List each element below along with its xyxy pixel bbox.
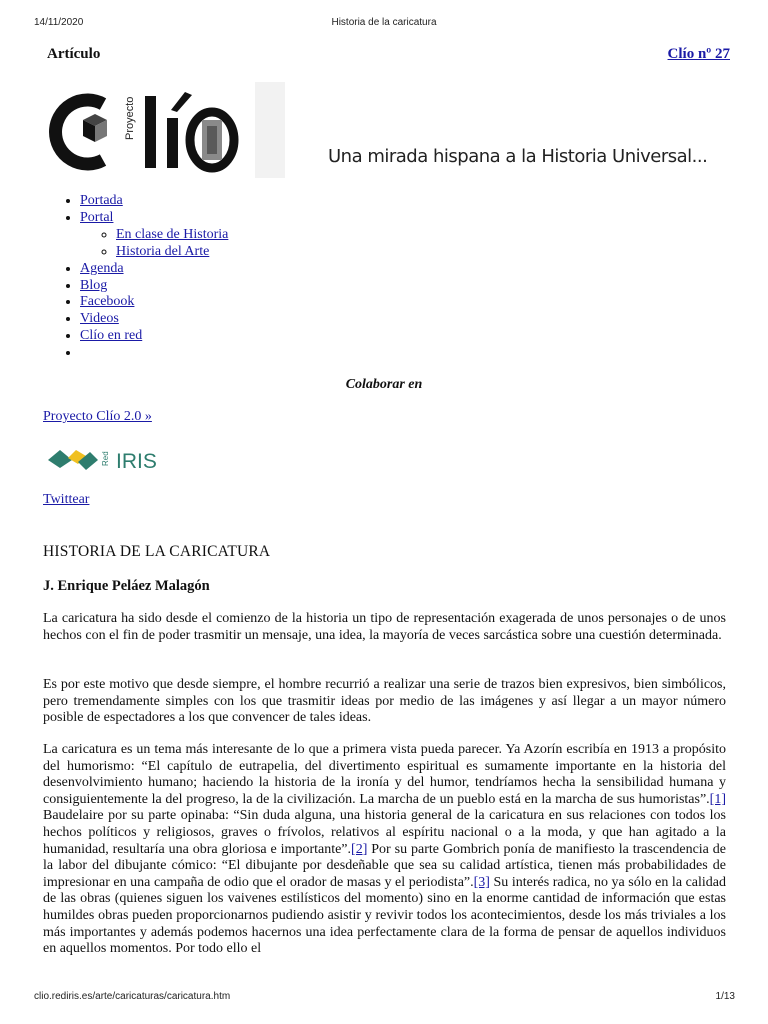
rediris-wave-icon bbox=[48, 450, 98, 470]
rediris-small-text: Red bbox=[101, 451, 110, 466]
paragraph-3-text-b: Baudelaire por su parte opinaba: “Sin duda alguna, una historia general de la caricatura en sus relaciones con todos los hechos políticos y religiosos, graves o frívolos, relativos al espíritu nacional o a la moda, y que han agitado a la humanidad, resultaría una obra gloriosa e importante”. bbox=[43, 808, 726, 857]
nav-subitem-historia-arte bbox=[116, 244, 228, 261]
print-url: clio.rediris.es/arte/caricaturas/caricatura.htm bbox=[34, 991, 231, 1002]
nav-link-blog[interactable]: Blog bbox=[80, 277, 108, 293]
cube-icon bbox=[83, 114, 107, 142]
logo-letter-i bbox=[167, 118, 178, 168]
clio-logo[interactable] bbox=[55, 82, 285, 178]
paragraph-3-text-d: Su interés radica, no ya sólo en la calidad de las obras (quienes siguen los vaivenes estilísticos del momento) sino en la enorme cantidad de información que estas humildes obras pueden proporcionarnos pudiendo asistir y revivir todos los acontecimientos, desde los más triviales a los más importantes y además podemos hacernos una idea perfectamente clara de la forma de pensar de aquellos individuos en aquellos momentos. Por todo ello el bbox=[43, 874, 727, 957]
rediris-graphic bbox=[46, 442, 157, 474]
nav-item-clio-en-red bbox=[80, 328, 228, 345]
nav-link-agenda[interactable]: Agenda bbox=[80, 260, 124, 276]
nav-item-videos bbox=[80, 311, 228, 328]
article-paragraph-3 bbox=[43, 742, 726, 958]
footnote-link-2[interactable]: [2] bbox=[351, 841, 368, 857]
nav-item-portada bbox=[80, 193, 228, 210]
paragraph-3-text-a: La caricatura es un tema más interesante de lo que a primera vista pueda parecer. Ya Azorín escribía en 1913 a propósito del humorismo: “El capítulo de eutrapelia, del divertimento espiritual es sumamente importante en la historia del desenvolvimiento humano; haciendo la historia de la ironía y del humor, tendríamos hecha la sensibilidad humana y consiguientemente la del progreso, la de la civilización. La marcha de un pueblo está en la marcha de sus humoristas”. bbox=[43, 742, 726, 807]
section-label: Artículo bbox=[47, 46, 101, 62]
proyecto-clio-link[interactable]: Proyecto Clío 2.0 » bbox=[43, 409, 152, 424]
page-number: 1/13 bbox=[715, 991, 735, 1002]
issue-link[interactable]: Clío nº 27 bbox=[667, 46, 730, 62]
logo-accent bbox=[171, 92, 192, 112]
nav-item-blog bbox=[80, 278, 228, 295]
logo-bg-strip bbox=[255, 82, 285, 178]
nav-item-facebook bbox=[80, 294, 228, 311]
twitter-share-link[interactable]: Twittear bbox=[43, 492, 90, 507]
rediris-logo[interactable] bbox=[46, 442, 157, 474]
nav-link-historia-arte[interactable]: Historia del Arte bbox=[116, 243, 210, 259]
nav-item-agenda bbox=[80, 261, 228, 278]
footnote-link-1[interactable]: [1] bbox=[709, 791, 726, 807]
nav-link-portada[interactable]: Portada bbox=[80, 193, 123, 208]
nav-subitem-en-clase bbox=[116, 227, 228, 244]
nav-item-portal bbox=[80, 210, 228, 261]
article-paragraph-2: Es por este motivo que desde siempre, el hombre recurrió a realizar una serie de trazos bien expresivos, bien simbólicos, pero tremendamente simples con los que trasmitir ideas por medio de las imágenes y así llegar a un mayor número posible de espectadores a los que convencer de tales ideas. bbox=[43, 677, 726, 726]
article-paragraph-1: La caricatura ha sido desde el comienzo de la historia un tipo de representación exagerada de unos personajes o de unos hechos con el fin de poder trasmitir un mensaje, una idea, la mayoría de veces sarcástica sobre una cuestión determinada. bbox=[43, 611, 726, 643]
nav-link-facebook[interactable]: Facebook bbox=[80, 294, 135, 310]
nav-link-en-clase[interactable]: En clase de Historia bbox=[116, 226, 229, 242]
print-date: 14/11/2020 bbox=[34, 17, 84, 28]
footnote-link-3[interactable]: [3] bbox=[473, 874, 490, 890]
site-tagline: Una mirada hispana a la Historia Universal... bbox=[328, 146, 708, 167]
article-author: J. Enrique Peláez Malagón bbox=[43, 578, 210, 594]
rediris-text: IRIS bbox=[116, 450, 157, 473]
nav-link-videos[interactable]: Videos bbox=[80, 311, 119, 327]
collab-heading: Colaborar en bbox=[345, 377, 423, 392]
main-nav bbox=[43, 193, 228, 362]
logo-small-text: Proyecto bbox=[124, 96, 136, 140]
print-title: Historia de la caricatura bbox=[331, 17, 437, 28]
paragraph-3-text-c: Por su parte Gombrich ponía de manifiesto la trascendencia de la labor del dibujante cómico: “El dibujante por desdeñable que sea su calidad artística, tienen más probabilidades de impresionar en una campaña de odio que el orador de masas y el periodista”. bbox=[43, 841, 727, 890]
article-title: HISTORIA DE LA CARICATURA bbox=[43, 543, 271, 560]
nav-link-clio-en-red[interactable]: Clío en red bbox=[80, 328, 143, 344]
logo-letter-l bbox=[145, 96, 156, 168]
clio-logo-graphic bbox=[55, 82, 285, 178]
nav-link-portal[interactable]: Portal bbox=[80, 209, 114, 225]
nav-item-empty bbox=[80, 345, 228, 362]
